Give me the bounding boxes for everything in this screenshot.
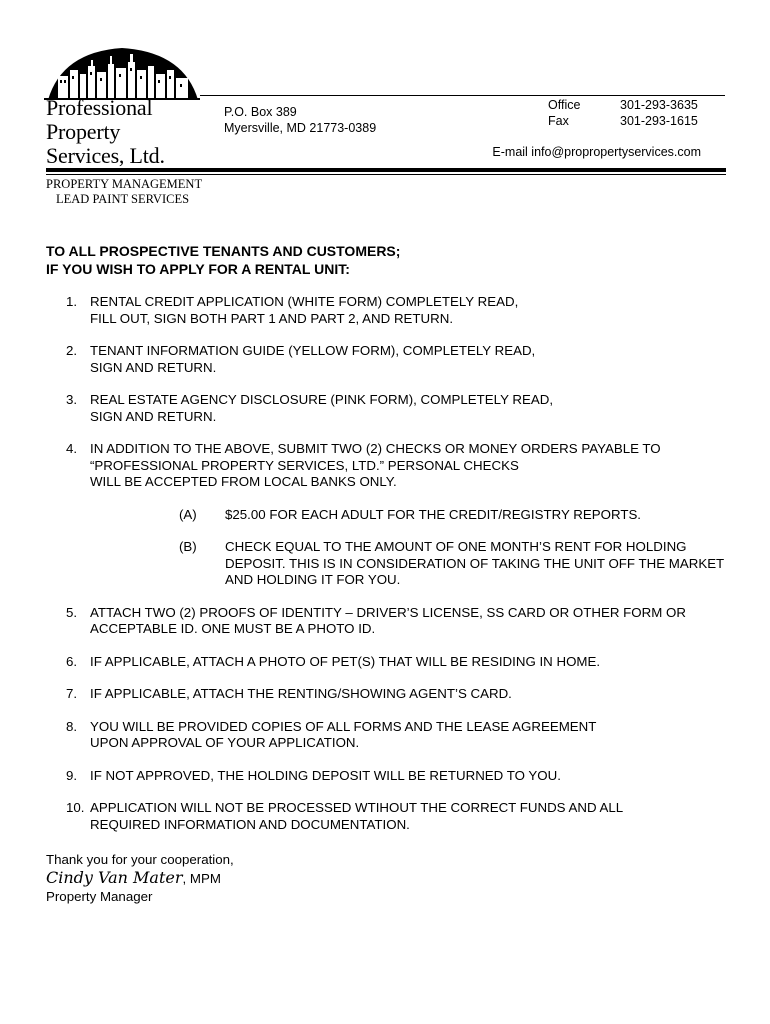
- address-line-2: Myersville, MD 21773-0389: [224, 121, 377, 135]
- list-item-text: FILL OUT, SIGN BOTH PART 1 AND PART 2, AND RETURN.: [90, 310, 454, 326]
- list-item: [46, 441, 736, 589]
- list-item-text: IF APPLICABLE, ATTACH A PHOTO OF PET(S) THAT WILL BE RESIDING IN HOME.: [90, 653, 601, 669]
- list-item-number: 7.: [66, 686, 78, 701]
- signer-title: Property Manager: [46, 889, 153, 904]
- list-item: [46, 294, 736, 327]
- list-item: [46, 343, 736, 376]
- list-item: [46, 654, 736, 671]
- instructions-heading: [46, 242, 400, 278]
- list-item-number: 8.: [66, 718, 78, 734]
- closing-block: [46, 851, 234, 906]
- sub-item-text: DEPOSIT. THIS IS IN CONSIDERATION OF TAKING THE UNIT OFF THE MARKET: [225, 555, 725, 571]
- company-name-line-1: Professional: [46, 95, 153, 120]
- list-item-number: 9.: [66, 767, 78, 783]
- signature-line: [46, 869, 234, 888]
- fax-label: Fax: [548, 114, 569, 128]
- instructions-list: [46, 294, 736, 849]
- list-item-number: 6.: [66, 653, 78, 669]
- header-rule-top: [200, 95, 725, 96]
- list-item: [46, 768, 736, 785]
- list-item-text: ATTACH TWO (2) PROOFS OF IDENTITY – DRIVER’S LICENSE, SS CARD OR OTHER FORM OR: [90, 604, 686, 620]
- list-item-number: 1.: [66, 294, 78, 309]
- sub-item: [90, 507, 736, 524]
- header-rule-thick: [46, 168, 726, 172]
- office-number: 301-293-3635: [620, 98, 698, 112]
- fax-number: 301-293-1615: [620, 114, 698, 128]
- company-name: [46, 96, 165, 168]
- sub-item-text: AND HOLDING IT FOR YOU.: [225, 572, 401, 587]
- list-item-text: SIGN AND RETURN.: [90, 359, 217, 375]
- address-line-1: P.O. Box 389: [224, 105, 297, 119]
- mailing-address: [224, 104, 376, 136]
- header-rule-bottom: [46, 174, 726, 175]
- office-label: Office: [548, 98, 581, 112]
- services-list: [46, 177, 202, 207]
- list-item-text: WILL BE ACCEPTED FROM LOCAL BANKS ONLY.: [90, 474, 397, 489]
- list-item-text: RENTAL CREDIT APPLICATION (WHITE FORM) COMPLETELY READ,: [90, 294, 519, 309]
- list-item-text: IN ADDITION TO THE ABOVE, SUBMIT TWO (2) CHECKS OR MONEY ORDERS PAYABLE TO: [90, 441, 661, 456]
- signature-suffix: , MPM: [182, 871, 221, 886]
- contact-numbers: [620, 97, 698, 129]
- sub-item-tag: (B): [179, 539, 197, 554]
- service-lead-paint: LEAD PAINT SERVICES: [56, 192, 190, 206]
- signature: Cindy Van Mater: [46, 868, 183, 887]
- list-item-text: TENANT INFORMATION GUIDE (YELLOW FORM), COMPLETELY READ,: [90, 343, 536, 358]
- list-item: [46, 800, 736, 833]
- company-name-line-2: Property: [46, 119, 121, 144]
- list-item-text: IF NOT APPROVED, THE HOLDING DEPOSIT WILL BE RETURNED TO YOU.: [90, 767, 561, 783]
- sub-item-text: $25.00 FOR EACH ADULT FOR THE CREDIT/REGISTRY REPORTS.: [225, 506, 642, 522]
- list-item-text: ACCEPTABLE ID. ONE MUST BE A PHOTO ID.: [90, 621, 376, 636]
- list-item-text: IF APPLICABLE, ATTACH THE RENTING/SHOWING AGENT’S CARD.: [90, 686, 512, 701]
- list-item: [46, 719, 736, 752]
- company-name-line-3: Services, Ltd.: [46, 143, 165, 168]
- list-item-text: “PROFESSIONAL PROPERTY SERVICES, LTD.” PERSONAL CHECKS: [90, 457, 519, 473]
- sub-item: [90, 539, 736, 589]
- sub-item-text: CHECK EQUAL TO THE AMOUNT OF ONE MONTH’S RENT FOR HOLDING: [225, 539, 687, 554]
- list-item-number: 5.: [66, 604, 78, 620]
- list-item-text: APPLICATION WILL NOT BE PROCESSED WTIHOUT THE CORRECT FUNDS AND ALL: [90, 800, 624, 815]
- list-item-text: REQUIRED INFORMATION AND DOCUMENTATION.: [90, 816, 410, 832]
- list-item: [46, 605, 736, 638]
- list-item-number: 10.: [66, 800, 85, 815]
- list-item-text: YOU WILL BE PROVIDED COPIES OF ALL FORMS AND THE LEASE AGREEMENT: [90, 718, 597, 734]
- list-item-number: 3.: [66, 392, 78, 407]
- email-address: E-mail info@propropertyservices.com: [492, 145, 701, 159]
- list-item-text: UPON APPROVAL OF YOUR APPLICATION.: [90, 735, 360, 750]
- list-item: [46, 392, 736, 425]
- city-skyline-logo: [44, 46, 200, 100]
- list-item-text: REAL ESTATE AGENCY DISCLOSURE (PINK FORM), COMPLETELY READ,: [90, 392, 554, 407]
- sub-item-tag: (A): [179, 506, 197, 522]
- heading-line-1: TO ALL PROSPECTIVE TENANTS AND CUSTOMERS;: [46, 243, 401, 259]
- thanks-line: Thank you for your cooperation,: [46, 852, 234, 867]
- list-item-number: 4.: [66, 441, 78, 456]
- contact-labels: [548, 97, 580, 129]
- list-item-number: 2.: [66, 343, 78, 358]
- list-item-text: SIGN AND RETURN.: [90, 408, 217, 424]
- service-property-management: PROPERTY MANAGEMENT: [46, 177, 203, 191]
- list-item: [46, 686, 736, 703]
- heading-line-2: IF YOU WISH TO APPLY FOR A RENTAL UNIT:: [46, 261, 350, 277]
